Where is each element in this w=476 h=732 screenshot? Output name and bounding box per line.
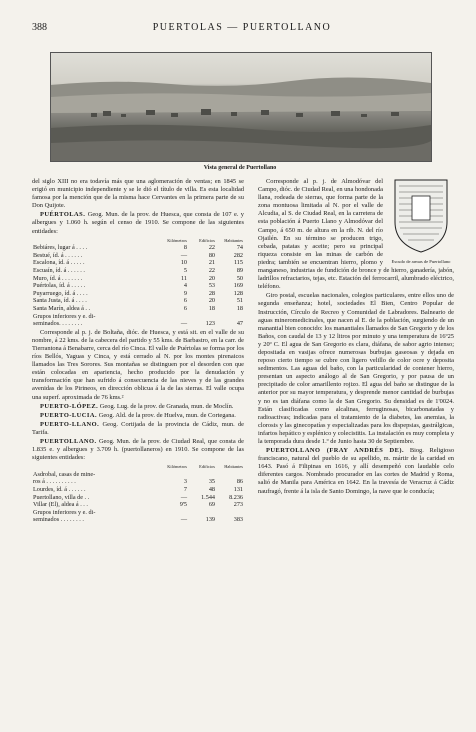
table-row: seminados . . . . . . . . — 139 383: [33, 516, 243, 524]
left-column: [32, 178, 244, 525]
entry-fray-andres: PUERTOLLANO (FRAY ANDRÉS DE). Biog. Religioso franciscano, natural del pueblo de su apellido, m. mártir de la caridad en 1643. Pasó á Filipinas en 1616, y allí desempeñó con laudable celo diferentes cargos. Nombrado procurador en las cortes de Madrid y Roma, salió de Manila para América en 1642. En la travesía de Veracruz á Cádiz naufragó, frente á la isla de Santo Domingo, la nave que le conducía;: [258, 447, 455, 495]
shield-icon: [392, 178, 450, 254]
table-row: Puertollano, villa de . . — 1.544 8.236: [33, 493, 243, 501]
table-row: Muro, íd. á . . . . . . . 11 20 50: [33, 274, 243, 282]
table-row: Grupos inferiores y e. di-: [33, 508, 96, 516]
table-row: Lourdes, íd. á . . . . . . 7 48 131: [33, 486, 243, 494]
entry-puerto-llano: PUERTO-LLANO. Geog. Cortijada de la provincia de Cádiz, mun. de Tarifa.: [32, 420, 244, 436]
photo-caption: Vista general de Puertollano: [203, 165, 277, 171]
col-km: Kilómetros: [167, 237, 187, 243]
table-row: seminados. . . . . . . . — 123 47: [33, 320, 243, 328]
table-row: Escuaín, íd. á . . . . . . 5 22 89: [33, 267, 243, 275]
table-row: Puyarruego, íd. á . . . . 9 28 128: [33, 289, 243, 297]
page-number: 388: [32, 22, 47, 33]
table-row: Asdrobal, casas de mine-: [33, 470, 96, 478]
corresponde-paragraph: Corresponde al p. j. de Boltaña, dióc. de Huesca, y está sit. en el valle de su nombre, á 22 kms. de la cabecera del partido y 55 kms. de Barbastro, en la carr. de Tierrantona á Benabarre, cerca del río Cinca. El valle de Puértolas se forma por los ríos Bellós, Yaguas y Cinca, y está cerrado al N. por los montes pirenaicos llamados las Tres Sorores. Sus montañas se distinguen por el desorden con que están colocadas en apariencia, hecho producido por la denudación y transformación que han sufrido á consecuencia de las nieves y de las grandes avenidas de los Pirineos, en dirección oblicua á la de las sierras. El valle ocupa una superf. aproximada de 76 kms.²: [32, 328, 244, 401]
table-row: Bebiáres, lugar á . . . . 8 22 74: [33, 244, 243, 252]
col-habitantes: Habitantes: [224, 237, 243, 243]
shield-caption: Escudo de armas de Puertollano: [391, 259, 451, 265]
running-header: [32, 22, 452, 36]
table-puertollano: Kilómetros Edificios Habitantes Asdrobal, casas de mine- ros á . . . . . . . . . . 3 35 86 Lourdes, íd. á . . . . . . 7 48 131 Puertollano, villa de . . — 1.544 8.236 Villar (El), aldea á . . . 9'5 69 273 Grupos inferiores y e. di- seminados . . . . . . . . — 139 383: [33, 464, 243, 524]
entry-puerto-lopez: PUERTO-LÓPEZ. Geog. Lug. de la prov. de Granada, mun. de Moclín.: [40, 402, 234, 410]
table-row: Santa Marín, aldea á . . 6 18 18: [33, 305, 243, 312]
right-column: [258, 178, 454, 497]
table-row: Bestué, íd. á . . . . . . — 80 282: [33, 251, 243, 259]
entry-body: Geog. Mun. de la prov. de Huesca, que consta de 107 e. y albergues y 1.060 h. según el censo de 1910. Se compone de las siguientes entidades:: [32, 211, 244, 235]
intro-paragraph: del siglo XIII no era todavía más que una aglomeración de ventas; en 1845 se erigió en municipio independiente y se le dió el título de villa. Es esta localidad famosa por la mención que de la misma hace Cervantes en la primera parte de su Don Quijote.: [32, 178, 244, 210]
entry-puerto-lucia: PUERTO-LUCIA. Geog. Ald. de la prov. de Huelva, mun. de Cortegana.: [40, 411, 236, 419]
table-row: Villar (El), aldea á . . . 9'5 69 273: [33, 501, 243, 509]
table-row: Puértolas, íd. á . . . . . 4 53 169: [33, 282, 243, 290]
table-row: ros á . . . . . . . . . . 3 35 86: [33, 478, 243, 486]
puertollano-paragraph-1: Corresponde al p. j. de Almodóvar del Campo, dióc. de Ciudad Real, en una hondonada llana, rodeada de sierras, que forma parte de la zona montuosa limitada al N. por el valle de Alcudia, al S. de Ciudad Real, en la carretera de esta población á Puerto Llano y Almodóvar del Campo, á 650 m. de altura en la rib. N. del río Ojailén. En su término se producen trigo, cebada, patatas y aceite; pero su principal riqueza consiste en las minas de carbón de piedra; también se encuentran hierro, plomo y manganeso, industrias de fundición de bronce y de hierro, ganadería, jabón, ladrillos refractarios, tejas, etc. Estación del ferrocarril, alumbrado eléctrico, teléfono.: [258, 178, 454, 291]
table-row: Grupos inferiores y e. di-: [33, 312, 96, 320]
entry-puertollano: PUERTOLLANO. Geog. Mun. de la prov. de Ciudad Real, que consta de 1.835 e. y albergues y 3.709 h. (puertollaneros) en 1910. Se compone de las siguientes entidades:: [32, 438, 244, 462]
table-puertolas: [32, 237, 244, 328]
col-edificios: Edificios: [199, 237, 215, 243]
coat-of-arms: [388, 178, 454, 264]
entry-heading: PUÉRTOLAS.: [40, 211, 86, 219]
town-photograph: [50, 52, 432, 162]
table-row: Escalona, íd. á . . . . . 10 21 115: [33, 259, 243, 267]
running-title: PUERTOLAS — PUERTOLLANO: [152, 22, 332, 33]
table-row: Santa Justa, íd. á . . . . 6 20 51: [33, 297, 243, 305]
entry-puertolas: [32, 211, 244, 235]
landscape-illustration: [51, 53, 431, 161]
puertollano-paragraph-2: Giro postal, escuelas nacionales, colegios particulares, entre ellos uno de segunda enseñanza; hotel, sociedades El Bien, Centro Popular de Instrucción, Círculo de Recreo y Comunidad de Labradores. Balneario de aguas mineromedicinales, que nacen al E. de la población, surgiendo de un manantial bien conocido: los manantiales llamados de San Gregorio y de los Baños, con caudal de 13 y 12 litros por minuto y una temperatura de 16º25 y 20º C. El agua de San Gregorio es clara, diáfana, de sabor agrio intenso; depositada en vasijas ofrece numerosas burbujas gaseosas y dejada en reposo cierto tiempo se cubre con ligero velillo de color ocre y deposita sedimentos. Las aguas del baño, con la particularidad de contener hierro, presentan un aspecto análogo al de San Gregorio, y por pausa de un precipitado de color amarillento rojizo. El agua del baño se distingue de la anterior por su mayor temperatura, y desprende menor cantidad de burbujas y no es tan diáfana como la de San Gregorio. Su densidad es de 1'0024. Están clasificadas como alcalinas, ferruginosas, bicarbonatadas y radioactivas; indicadas para el tratamiento de la diabetes, las anemias, la clorosis y las ginecopatías y especializadas para los dispepsias, gastrálgicas, infartos hepático y esplénico y colecistitis. La instalación es muy completa y la temporada dura desde 1.º de Junio hasta 30 de Septiembre.: [258, 292, 454, 445]
